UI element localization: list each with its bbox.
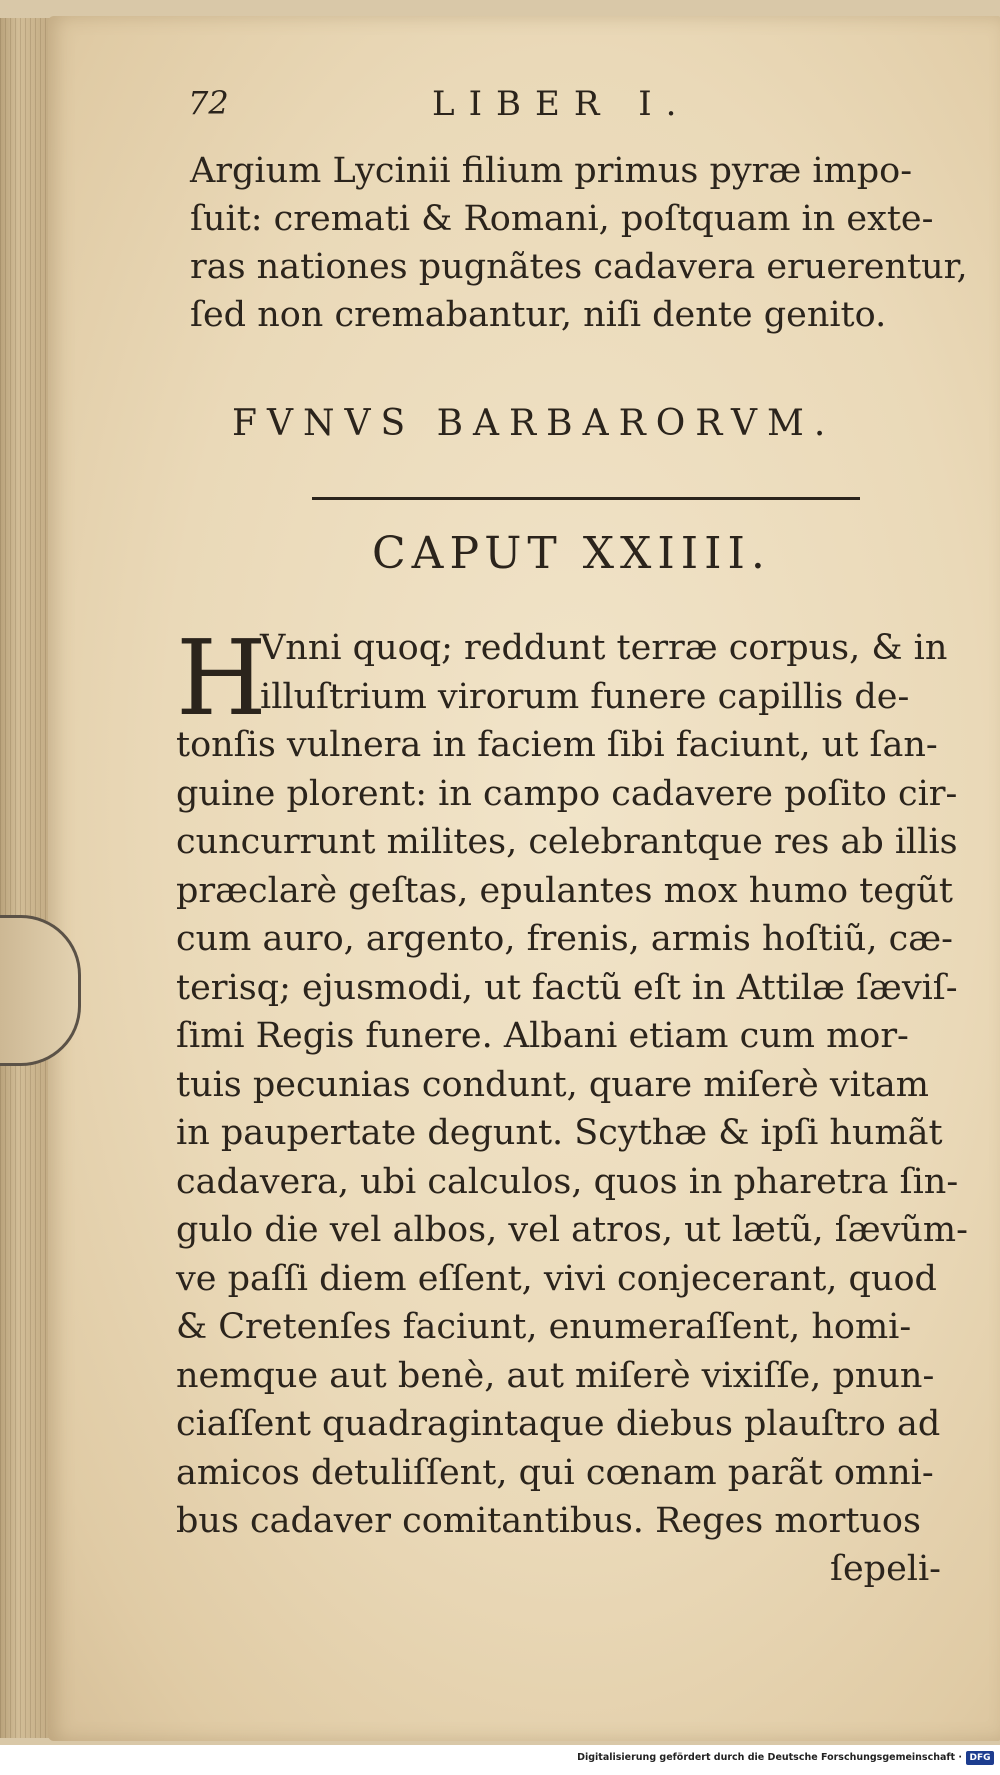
text-line: gulo die vel albos, vel atros, ut lætũ, ſævũm-: [176, 1210, 968, 1250]
dfg-logo-badge: DFG: [966, 1751, 994, 1765]
section-title: FVNVS BARBARORVM.: [232, 403, 836, 444]
text-line: terisq; ejusmodi, ut factũ eſt in Attilæ ſæviſ-: [176, 967, 958, 1008]
catchword: ſepeli-: [830, 1549, 941, 1589]
running-head: LIBER I.: [432, 84, 691, 124]
text-line: tonſis vulnera in faciem ſibi faciunt, ut ſan-: [176, 725, 938, 765]
text-line: illuſtrium virorum funere capillis de-: [260, 676, 910, 717]
text-line: cuncurrunt milites, celebrantque res ab illis: [176, 822, 958, 862]
text-line: ve paſſi diem eſſent, vivi conjecerant, quod: [176, 1258, 937, 1299]
text-line: ſed non cremabantur, niſi dente genito.: [190, 295, 887, 335]
text-line: & Cretenſes faciunt, enumeraſſent, homi-: [176, 1307, 912, 1347]
text-line: præclarè geſtas, epulantes mox humo tegũt: [176, 870, 953, 911]
drop-cap: H: [176, 617, 267, 739]
divider-rule: [312, 497, 860, 500]
text-line: in paupertate degunt. Scythæ & ipſi humãt: [176, 1113, 943, 1153]
text-line: Vnni quoq; reddunt terræ corpus, & in: [260, 628, 948, 668]
chapter-body: [176, 617, 968, 1546]
text-line: cum auro, argento, frenis, armis hoſtiũ, cæ-: [176, 919, 953, 959]
text-line: tuis pecunias condunt, quare miſerè vitam: [176, 1064, 929, 1105]
page-number: 72: [188, 84, 229, 122]
text-line: bus cadaver comitantibus. Reges mortuos: [176, 1501, 921, 1541]
text-line: ſuit: cremati & Romani, poſtquam in exte-: [190, 199, 934, 239]
preceding-text: [190, 147, 968, 339]
text-line: ſimi Regis funere. Albani etiam cum mor-: [176, 1016, 909, 1056]
chapter-heading: CAPUT XXIIII.: [372, 528, 771, 579]
text-line: cadavera, ubi calculos, quos in pharetra ſin-: [176, 1161, 959, 1202]
text-line: Argium Lycinii filium primus pyræ impo-: [190, 151, 913, 191]
text-line: guine plorent: in campo cadavere poſito cir-: [176, 773, 958, 814]
text-line: ciaſſent quadragintaque diebus plauſtro ad: [176, 1404, 941, 1444]
digitization-credit: Digitalisierung gefördert durch die Deutsche Forschungsgemeinschaft ·: [577, 1752, 962, 1763]
text-line: ras nationes pugnãtes cadavera eruerentur,: [190, 247, 968, 287]
text-line: nemque aut benè, aut miſerè vixiſſe, pnun-: [176, 1355, 935, 1396]
text-line: amicos detuliſſent, qui cœnam parãt omni-: [176, 1452, 934, 1493]
